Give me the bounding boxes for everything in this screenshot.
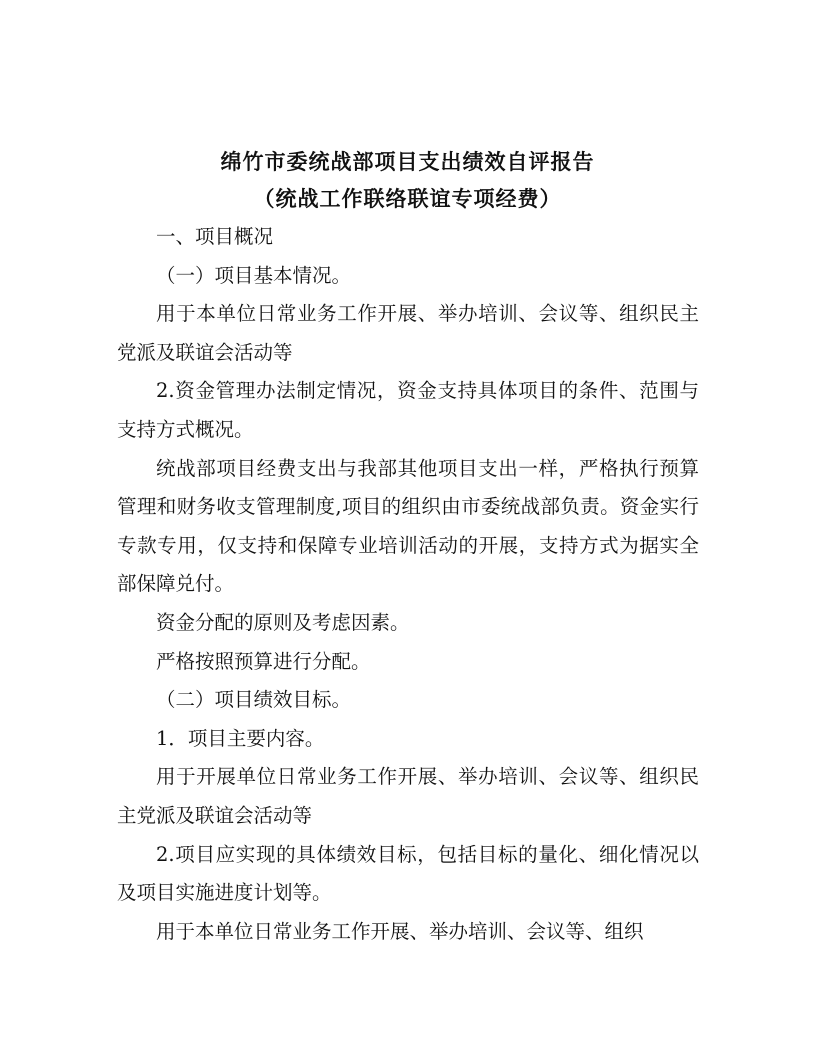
paragraph: 资金分配的原则及考虑因素。 (156, 610, 410, 634)
document-title: 绵竹市委统战部项目支出绩效自评报告 (220, 149, 595, 174)
paragraph: 用于本单位日常业务工作开展、举办培训、会议等、组织 (156, 919, 644, 943)
subsection-heading-basic-info: （一）项目基本情况。 (156, 263, 352, 287)
paragraph: 1．项目主要内容。 (156, 726, 325, 750)
paragraph: 严格按照预算进行分配。 (156, 649, 371, 673)
document-subtitle: （统战工作联络联谊专项经费） (253, 186, 562, 211)
document-body (117, 218, 699, 951)
paragraph: 用于开展单位日常业务工作开展、举办培训、会议等、组织民主党派及联谊会活动等 (117, 765, 699, 827)
paragraph: 2.项目应实现的具体绩效目标，包括目标的量化、细化情况以及项目实施进度计划等。 (117, 842, 699, 905)
section-heading-overview: 一、项目概况 (156, 225, 274, 248)
subsection-heading-performance-goals: （二）项目绩效目标。 (156, 688, 352, 712)
paragraph: 2.资金管理办法制定情况，资金支持具体项目的条件、范围与支持方式概况。 (117, 379, 699, 441)
paragraph: 用于本单位日常业务工作开展、举办培训、会议等、组织民主党派及联谊会活动等 (117, 302, 699, 364)
paragraph: 统战部项目经费支出与我部其他项目支出一样，严格执行预算管理和财务收支管理制度,项目的组织由市委统战部负责。资金实行专款专用，仅支持和保障专业培训活动的开展，支持方式为据实全部保障兑付。 (117, 456, 699, 596)
